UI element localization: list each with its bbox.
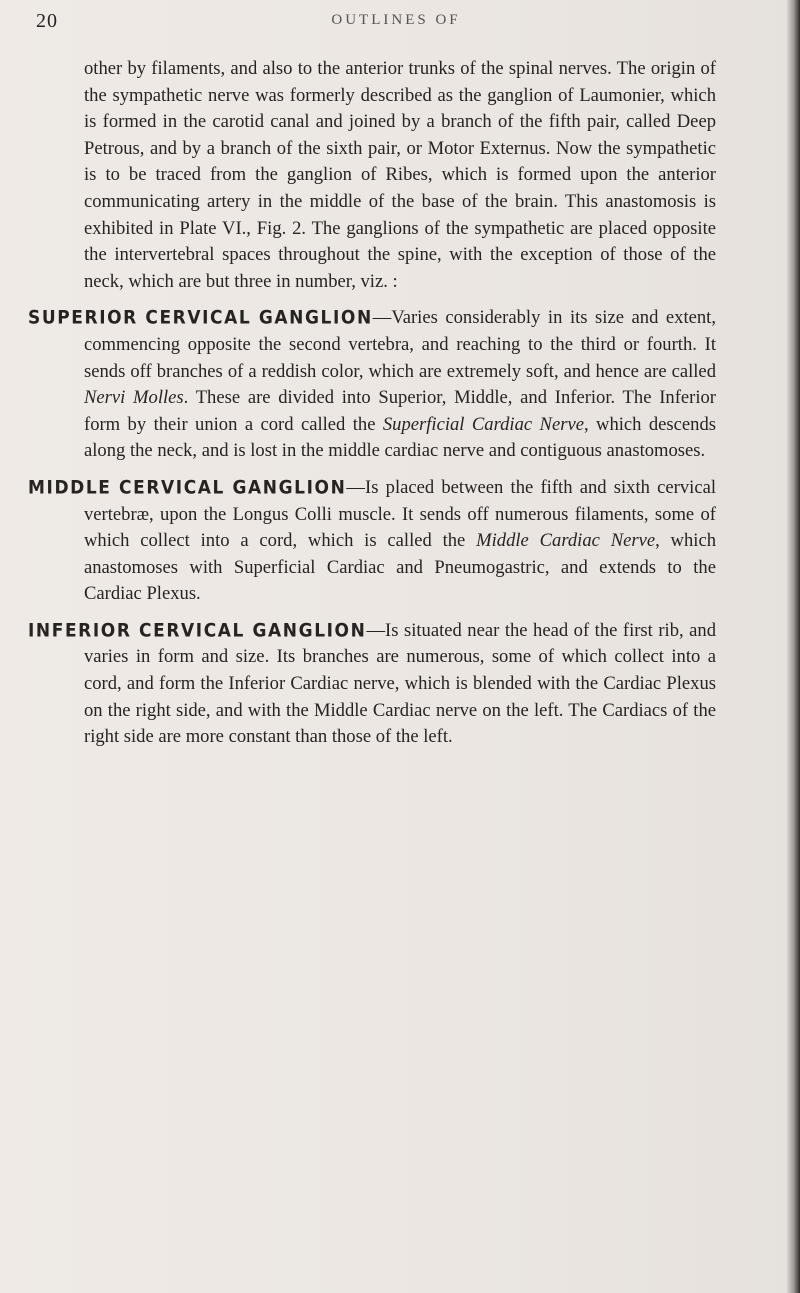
heading-dash: — xyxy=(372,307,392,329)
italic-term: Superficial Cardiac Nerve xyxy=(382,413,584,435)
paragraph-text: , which anastomoses with Superficial Cardiac and Pneumogastric, and extends to the Cardiac Plexus. xyxy=(84,530,716,605)
superior-cervical-ganglion-paragraph xyxy=(28,305,716,465)
page-header xyxy=(36,10,756,36)
page-edge-shadow xyxy=(786,0,800,1293)
paragraph-text: Is placed between the fifth and sixth cervical vertebræ, upon the Longus Colli muscle. It sends off numerous filaments, some of which collect into a cord, which is called the xyxy=(84,476,716,552)
heading-dash: — xyxy=(346,476,365,498)
section-heading-inferior: INFERIOR CERVICAL GANGLION xyxy=(28,620,367,642)
paragraph-text: , which descends along the neck, and is lost in the middle cardiac nerve and contiguous anastomoses. xyxy=(84,413,716,462)
paragraph-text: Varies considerably in its size and extent, commencing opposite the second vertebra, and reaching to the third or fourth. It sends off branches of a reddish color, which are extremely soft, and hence are called xyxy=(84,307,716,382)
italic-term: Nervi Molles xyxy=(84,387,184,409)
middle-cervical-ganglion-paragraph xyxy=(28,475,716,608)
italic-term: Middle Cardiac Nerve xyxy=(476,530,656,552)
paragraph-text: . These are divided into Superior, Middle, and Inferior. The Inferior form by their union a cord called the xyxy=(84,387,716,435)
body-text xyxy=(28,56,716,751)
heading-dash: — xyxy=(366,619,386,641)
page-number: 20 xyxy=(36,10,58,32)
section-heading-superior: SUPERIOR CERVICAL GANGLION xyxy=(28,307,373,330)
intro-paragraph: other by filaments, and also to the anterior trunks of the spinal nerves. The origin of the sympathetic nerve was formerly described as the ganglion of Laumonier, which is formed in the carotid canal and joined by a branch of the fifth pair, called Deep Petrous, and by a branch of the sixth pair, or Motor Externus. Now the sympathetic is to be traced from the ganglion of Ribes, which is formed upon the anterior communicating artery in the middle of the base of the brain. This anastomosis is exhibited in Plate VI., Fig. 2. The ganglions of the sympathetic are placed opposite the intervertebral spaces throughout the spine, with the exception of those of the neck, which are but three in number, viz. : xyxy=(84,58,716,292)
inferior-cervical-ganglion-paragraph xyxy=(28,618,716,751)
running-head: OUTLINES OF xyxy=(331,12,461,28)
section-heading-middle: MIDDLE CERVICAL GANGLION xyxy=(28,477,347,499)
paragraph-text: Is situated near the head of the first rib, and varies in form and size. Its branches are numerous, some of which collect into a cord, and form the Inferior Cardiac nerve, which is blended with the Cardiac Plexus on the right side, and with the Middle Cardiac nerve on the left. The Cardiacs of the right side are more constant than those of the left. xyxy=(84,619,716,748)
